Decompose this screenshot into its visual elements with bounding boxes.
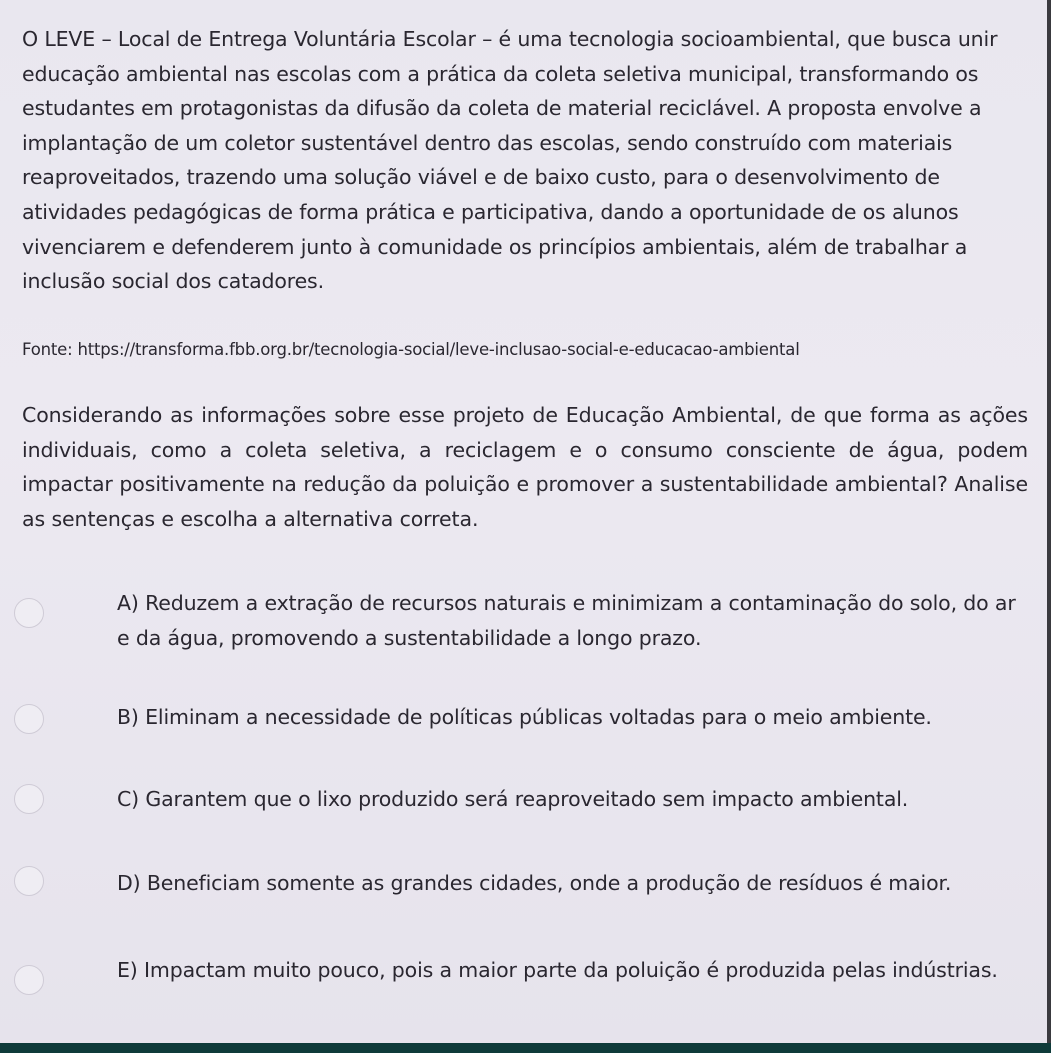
- bottom-bar: [0, 1043, 1051, 1053]
- option-a-label[interactable]: A) Reduzem a extração de recursos naturais e minimizam a contaminação do solo, do ar e da água, promovendo a sustentabilidade a longo prazo.: [117, 591, 1016, 650]
- option-d-radio[interactable]: [14, 866, 44, 896]
- option-d-label[interactable]: D) Beneficiam somente as grandes cidades, onde a produção de resíduos é maior.: [117, 871, 952, 895]
- source-citation: Fonte: https://transforma.fbb.org.br/tecnologia-social/leve-inclusao-social-e-educacao-ambiental: [22, 340, 800, 359]
- intro-paragraph: O LEVE – Local de Entrega Voluntária Escolar – é uma tecnologia socioambiental, que busca unir educação ambiental nas escolas com a prática da coleta seletiva municipal, transformando os estudantes em protagonistas da difusão da coleta de material reciclável. A proposta envolve a implantação de um coletor sustentável dentro das escolas, sendo construído com materiais reaproveitados, trazendo uma solução viável e de baixo custo, para o desenvolvimento de atividades pedagógicas de forma prática e participativa, dando a oportunidade de os alunos vivenciarem e defenderem junto à comunidade os princípios ambientais, além de trabalhar a inclusão social dos catadores.: [22, 27, 998, 294]
- question-text: Considerando as informações sobre esse projeto de Educação Ambiental, de que forma as ações individuais, como a coleta seletiva, a reciclagem e o consumo consciente de água, podem impactar positivamente na redução da poluição e promover a sustentabilidade ambiental? Analise as sentenças e escolha a alternativa correta.: [22, 403, 1028, 531]
- option-c-radio[interactable]: [14, 784, 44, 814]
- option-b-radio[interactable]: [14, 704, 44, 734]
- option-c-label[interactable]: C) Garantem que o lixo produzido será reaproveitado sem impacto ambiental.: [117, 787, 909, 811]
- option-e-radio[interactable]: [14, 965, 44, 995]
- option-a-radio[interactable]: [14, 598, 44, 628]
- option-e-label[interactable]: E) Impactam muito pouco, pois a maior parte da poluição é produzida pelas indústrias.: [117, 958, 998, 982]
- option-b-label[interactable]: B) Eliminam a necessidade de políticas públicas voltadas para o meio ambiente.: [117, 705, 932, 729]
- screen-edge: [1047, 0, 1051, 1053]
